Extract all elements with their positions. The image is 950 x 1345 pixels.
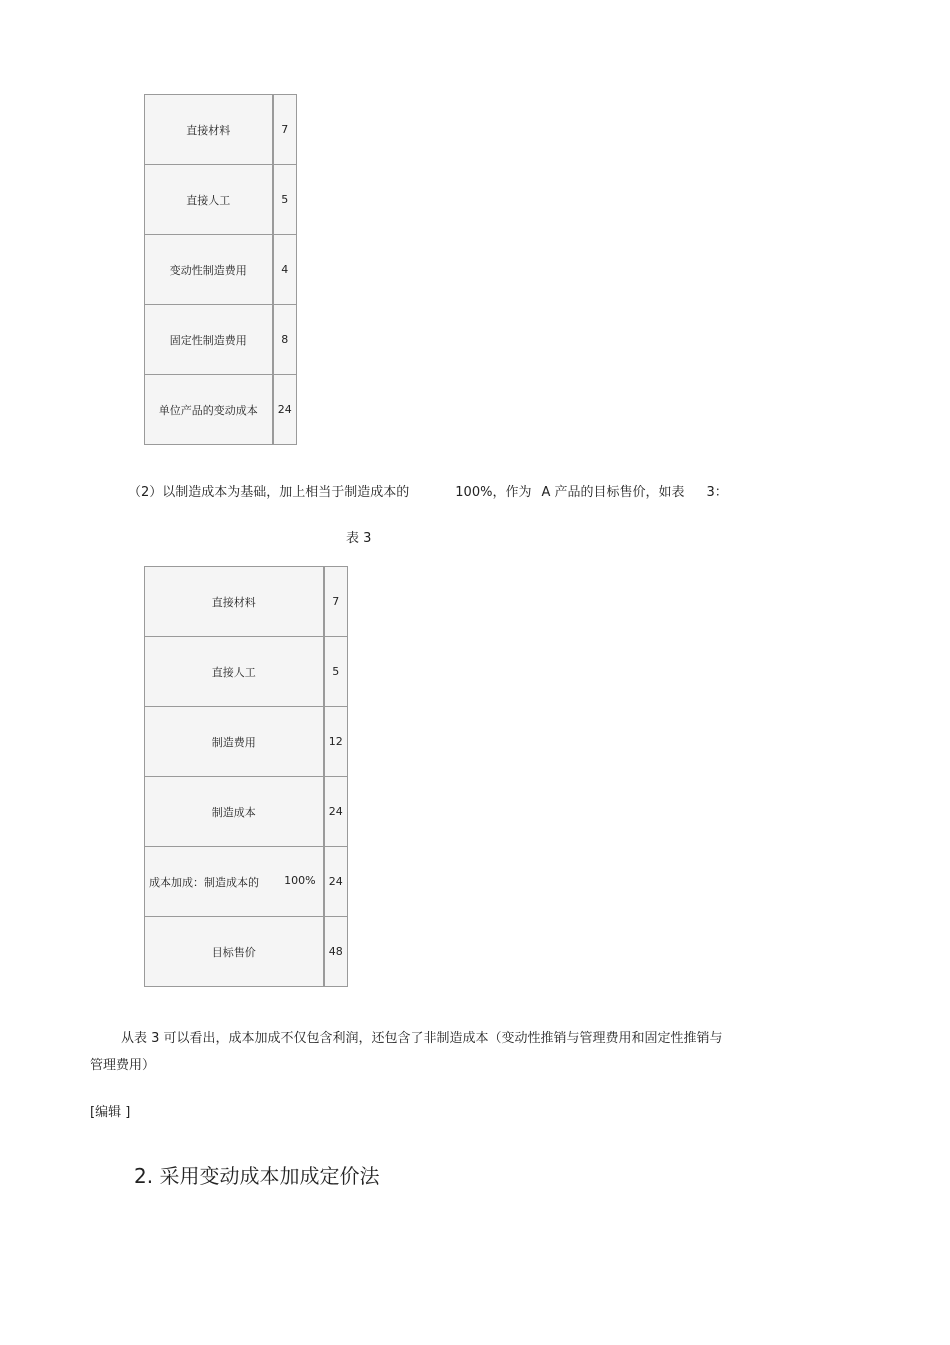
row-value: 4 bbox=[273, 235, 297, 305]
table-row bbox=[145, 165, 297, 235]
unit-variable-cost-table bbox=[144, 94, 297, 445]
row-value: 7 bbox=[324, 567, 348, 637]
row-label: 直接人工 bbox=[145, 165, 273, 235]
row-label: 直接材料 bbox=[145, 95, 273, 165]
target-price-table bbox=[144, 566, 348, 987]
row-label: 制造费用 bbox=[145, 707, 324, 777]
row-label: 单位产品的变动成本 bbox=[145, 375, 273, 445]
table-row bbox=[145, 637, 348, 707]
paragraph-part: （2）以制造成本为基础，加上相当于制造成本的 bbox=[128, 485, 410, 500]
table-row bbox=[145, 917, 348, 987]
table-row bbox=[145, 707, 348, 777]
table-row bbox=[145, 305, 297, 375]
row-label: 目标售价 bbox=[145, 917, 324, 987]
paragraph-target-price bbox=[128, 481, 728, 500]
row-label: 变动性制造费用 bbox=[145, 235, 273, 305]
row-label: 直接人工 bbox=[145, 637, 324, 707]
row-label-text: 成本加成：制造成本的 bbox=[149, 875, 259, 889]
row-label: 直接材料 bbox=[145, 567, 324, 637]
edit-link[interactable]: [编辑 ] bbox=[90, 1105, 131, 1120]
table-row bbox=[145, 847, 348, 917]
table-caption: 表 3 bbox=[346, 531, 372, 546]
row-value: 7 bbox=[273, 95, 297, 165]
row-label bbox=[145, 847, 324, 917]
paragraph-line: 管理费用） bbox=[90, 1058, 156, 1073]
row-label: 制造成本 bbox=[145, 777, 324, 847]
paragraph-part: 3： bbox=[706, 485, 728, 500]
row-value: 8 bbox=[273, 305, 297, 375]
row-label-percent: 100% bbox=[284, 873, 316, 887]
table-row bbox=[145, 235, 297, 305]
paragraph-part: A 产品的目标售价，如表 bbox=[541, 485, 685, 500]
row-value: 48 bbox=[324, 917, 348, 987]
table-row bbox=[145, 375, 297, 445]
row-value: 5 bbox=[324, 637, 348, 707]
table-row bbox=[145, 95, 297, 165]
table-row bbox=[145, 777, 348, 847]
row-value: 24 bbox=[324, 777, 348, 847]
paragraph-line: 从表 3 可以看出，成本加成不仅包含利润，还包含了非制造成本（变动性推销与管理费用和固定性推销与 bbox=[121, 1031, 723, 1046]
section-heading: 2. 采用变动成本加成定价法 bbox=[134, 1164, 380, 1188]
table-row bbox=[145, 567, 348, 637]
row-value: 12 bbox=[324, 707, 348, 777]
row-label: 固定性制造费用 bbox=[145, 305, 273, 375]
paragraph-part: 100%，作为 bbox=[455, 485, 532, 500]
row-value: 24 bbox=[273, 375, 297, 445]
row-value: 5 bbox=[273, 165, 297, 235]
row-value: 24 bbox=[324, 847, 348, 917]
